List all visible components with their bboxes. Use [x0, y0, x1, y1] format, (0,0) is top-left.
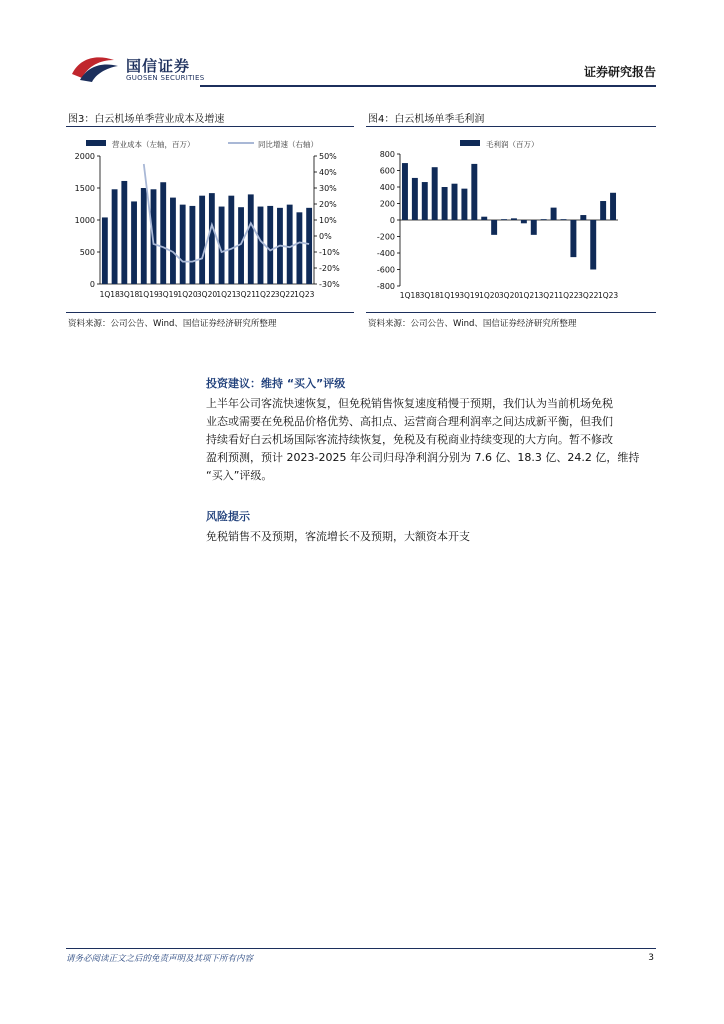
- x-tick-label: 3Q18: [419, 291, 440, 300]
- figure3-title: 图3：白云机场单季营业成本及增速: [68, 114, 225, 125]
- profit-bar: [610, 193, 616, 220]
- right-tick-label: -10%: [319, 248, 340, 257]
- right-tick-label: 10%: [319, 216, 337, 225]
- cost-bar: [296, 212, 302, 284]
- x-tick-label: 1Q20: [479, 291, 500, 300]
- right-tick-label: 0%: [319, 232, 332, 241]
- legend-label-growth: 同比增速（右轴）: [258, 140, 318, 149]
- logo-text-cn: 国信证券: [126, 57, 191, 75]
- x-tick-label: 3Q21: [538, 291, 559, 300]
- profit-bar: [481, 217, 487, 220]
- recommendation-paragraph: [206, 395, 652, 485]
- footer-rule: [66, 948, 656, 949]
- y-tick-label: 600: [379, 166, 395, 176]
- figure4-chart: [366, 130, 656, 310]
- cost-bar: [121, 181, 127, 284]
- cost-bar: [102, 217, 108, 284]
- x-tick-label: 1Q20: [177, 290, 198, 299]
- x-tick-label: 1Q23: [294, 290, 315, 299]
- x-tick-label: 3Q19: [459, 291, 480, 300]
- profit-bar: [461, 189, 467, 220]
- profit-bar: [402, 163, 408, 220]
- recommendation-line: 盈利预测，预计 2023-2025 年公司归母净利润分别为 7.6 亿、18.3 亿、24.2 亿，维持: [206, 451, 640, 464]
- figure4-bottom-rule: [366, 312, 656, 313]
- profit-bar: [521, 220, 527, 223]
- legend-label-profit: 毛利润（百万）: [486, 140, 539, 149]
- cost-bar: [267, 206, 273, 284]
- recommendation-line: 持续看好白云机场国际客流持续恢复，免税及有税商业持续变现的大方向。暂不修改: [206, 433, 613, 446]
- cost-bar: [189, 206, 195, 284]
- y-tick-label: -600: [376, 265, 395, 275]
- left-tick-label: 1500: [74, 184, 95, 193]
- recommendation-line: 上半年公司客流快速恢复，但免税销售恢复速度稍慢于预期，我们认为当前机场免税: [206, 397, 613, 410]
- recommendation-line: 业态或需要在免税品价格优势、高扣点、运营商合理利润率之间达成新平衡，但我们: [206, 415, 613, 428]
- profit-bar: [471, 164, 477, 220]
- x-tick-label: 3Q20: [196, 290, 218, 299]
- right-tick-label: -30%: [319, 280, 340, 289]
- risk-title: 风险提示: [206, 510, 250, 523]
- x-tick-label: 3Q22: [274, 290, 295, 299]
- right-tick-label: 20%: [319, 200, 337, 209]
- x-tick-label: 3Q20: [498, 291, 520, 300]
- cost-bar: [228, 196, 234, 284]
- x-tick-label: 1Q18: [399, 291, 421, 300]
- profit-bar: [551, 208, 557, 220]
- recommendation-line: “买入”评级。: [206, 469, 273, 482]
- right-tick-label: 50%: [319, 152, 337, 161]
- right-tick-label: 30%: [319, 184, 337, 193]
- x-tick-label: 1Q21: [518, 291, 539, 300]
- cost-bar: [131, 201, 137, 284]
- legend-swatch-cost: [86, 140, 106, 146]
- profit-bar: [432, 167, 438, 220]
- profit-bar: [442, 187, 448, 220]
- profit-bar: [491, 220, 497, 235]
- page-number: 3: [648, 953, 654, 963]
- profit-bar: [561, 219, 567, 220]
- legend-swatch-profit: [460, 140, 480, 146]
- figure4-top-rule: [366, 126, 656, 127]
- cost-bar: [306, 208, 312, 284]
- left-tick-label: 0: [89, 280, 95, 289]
- figure3-source: 资料来源：公司公告、Wind、国信证券经济研究所整理: [68, 319, 277, 329]
- cost-bar: [248, 194, 254, 284]
- profit-bar: [511, 218, 517, 220]
- profit-bar: [600, 201, 606, 220]
- cost-bar: [112, 189, 118, 284]
- x-tick-label: 3Q19: [157, 290, 179, 299]
- header-rule: [200, 85, 656, 87]
- figure4-title: 图4：白云机场单季毛利润: [368, 114, 485, 125]
- y-tick-label: 200: [379, 199, 395, 209]
- legend-label-cost: 营业成本（左轴，百万）: [112, 140, 195, 149]
- cost-bar: [258, 207, 264, 284]
- right-tick-label: -20%: [319, 264, 340, 273]
- y-tick-label: -200: [376, 232, 395, 242]
- y-tick-label: -800: [376, 282, 395, 291]
- y-tick-label: 800: [379, 150, 395, 159]
- cost-bar: [160, 182, 166, 284]
- cost-bar: [287, 205, 293, 284]
- guosen-logo-icon: [70, 54, 120, 82]
- profit-bar: [412, 178, 418, 220]
- cost-bar: [141, 188, 147, 284]
- x-tick-label: 1Q22: [255, 290, 276, 299]
- left-tick-label: 2000: [74, 152, 95, 161]
- left-tick-label: 500: [79, 248, 95, 257]
- recommendation-title: 投资建议：维持 “买入”评级: [206, 377, 346, 390]
- profit-bar: [531, 220, 537, 235]
- profit-bar: [541, 219, 547, 220]
- figure3-chart: [66, 130, 356, 310]
- logo-text-en: GUOSEN SECURITIES: [126, 74, 205, 82]
- x-tick-label: 3Q21: [235, 290, 257, 299]
- cost-bar: [199, 196, 205, 284]
- x-tick-label: 1Q19: [439, 291, 460, 300]
- x-tick-label: 1Q23: [597, 291, 619, 300]
- cost-bar: [170, 198, 176, 284]
- y-tick-label: -400: [376, 249, 395, 258]
- y-tick-label: 400: [379, 183, 395, 192]
- profit-bar: [590, 220, 596, 270]
- figure3-bottom-rule: [66, 312, 354, 313]
- x-tick-label: 1Q18: [99, 290, 120, 299]
- profit-bar: [452, 184, 458, 220]
- profit-bar: [422, 182, 428, 220]
- profit-bar: [580, 215, 586, 220]
- cost-bar: [180, 205, 186, 284]
- x-tick-label: 1Q22: [558, 291, 579, 300]
- figure3-top-rule: [66, 126, 354, 127]
- profit-bar: [570, 220, 576, 257]
- figure4-source: 资料来源：公司公告、Wind、国信证券经济研究所整理: [368, 319, 577, 329]
- growth-line: [144, 164, 309, 262]
- x-tick-label: 1Q19: [138, 290, 159, 299]
- x-tick-label: 3Q22: [578, 291, 599, 300]
- risk-text: 免税销售不及预期，客流增长不及预期，大额资本开支: [206, 530, 470, 543]
- x-tick-label: 1Q21: [216, 290, 237, 299]
- report-type-label: 证券研究报告: [583, 65, 656, 79]
- right-tick-label: 40%: [319, 168, 337, 177]
- cost-bar: [209, 193, 215, 284]
- y-tick-label: 0: [389, 216, 395, 225]
- x-tick-label: 3Q18: [119, 290, 140, 299]
- footer-disclaimer: 请务必阅读正文之后的免责声明及其项下所有内容: [66, 954, 254, 964]
- left-tick-label: 1000: [74, 216, 95, 225]
- profit-bar: [501, 219, 507, 220]
